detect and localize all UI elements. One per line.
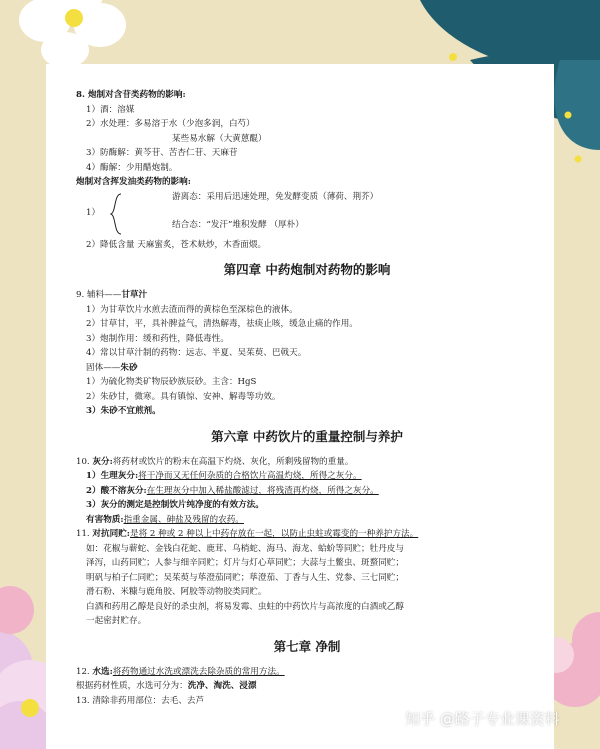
list-item: 2）水处理：多易溶于水（少泡多润，白芍）	[86, 119, 255, 129]
sub-heading: 炮制对含挥发油类药物的影响:	[76, 177, 191, 187]
chapter-title: 第四章 中药炮制对药物的影响	[223, 262, 391, 277]
paragraph-line: 一起密封贮存。	[86, 616, 147, 626]
section-heading: 8. 炮制对含苷类药物的影响:	[76, 90, 186, 100]
term: 对抗同贮:	[92, 529, 130, 539]
list-item: 2）降低含量 天麻蜜炙，苍术麸炒，木香面煨。	[86, 239, 267, 250]
term: 甘草汁	[121, 290, 148, 300]
list-item: 3）朱砂不宜煎剂。	[86, 406, 161, 416]
item-number: 12.	[76, 666, 93, 677]
list-item: 1）为硫化物类矿物辰砂族辰砂。主含：HgS	[86, 377, 257, 387]
term: 水选:	[92, 666, 113, 677]
definition: 将药物通过水洗或漂洗去除杂质的常用方法。	[112, 666, 285, 677]
item-number: 11.	[76, 529, 93, 539]
definition: 将干净而又无任何杂质的合格饮片高温灼烧，所得之灰分。	[138, 471, 362, 481]
chapter-title: 第七章 净制	[273, 638, 341, 654]
list-item: 1）酒：溶媒	[86, 104, 135, 115]
brace-group	[76, 190, 538, 238]
list-item: 1）为甘草饮片水煎去渣而得的黄棕色至深棕色的液体。	[86, 304, 298, 315]
list-item: 3）炮制作用：缓和药性，降低毒性。	[86, 333, 229, 344]
term: 灰分:	[92, 456, 113, 467]
list-item: 2）朱砂甘，微寒。具有镇惊、安神、解毒等功效。	[86, 391, 281, 402]
watermark: 知乎 @路子专业课资料	[405, 710, 560, 728]
brace-item: 结合态：“发汗”堆积发酵 （厚朴）	[172, 219, 304, 230]
label: 固体——	[86, 362, 121, 373]
term: 有害物质:	[86, 514, 124, 525]
label: 根据药材性质，水选可分为：	[76, 681, 188, 691]
term: 朱砂	[120, 362, 138, 373]
definition: 指重金属、砷盐及残留的农药。	[123, 514, 244, 525]
list-item: 4）常以甘草汁制的药物：远志、半夏、吴茱萸、巴戟天。	[86, 348, 307, 358]
paragraph-line: 泽泻，山药同贮；人参与细辛同贮；灯片与灯心草同贮；大蒜与土鳖虫、斑蝥同贮；	[86, 558, 404, 568]
document-content	[76, 88, 538, 708]
definition: 在生理灰分中加入稀盐酸滤过，将残渣再灼烧，所得之灰分。	[146, 485, 379, 496]
list-item: 2）甘草甘，平，具补脾益气，清热解毒，祛痰止咳，缓急止痛的作用。	[86, 319, 358, 329]
paragraph-line: 明矾与柏子仁同贮；吴茱萸与荜澄茄同贮；荜澄茄、丁香与人生、党参、三七同贮；	[86, 572, 404, 583]
list-item: 3）灰分的测定是控制饮片纯净度的有效方法。	[86, 500, 264, 510]
paragraph-line: 如：花椒与蕲蛇、金钱白花蛇、鹿茸、乌梢蛇、海马、海龙、蛤蚧等同贮；牡丹皮与	[86, 543, 404, 554]
list-item: 某些易水解（大黄蒽醌）	[172, 133, 267, 144]
item-number: 10.	[76, 456, 93, 467]
brace-number: 1）	[86, 207, 101, 218]
definition: 将药材或饮片的粉末在高温下灼烧、灰化，所剩残留物的重量。	[112, 456, 354, 467]
paragraph-line: 滑石粉、米糠与鹿角胶、阿胶等动物胶类同贮。	[86, 587, 267, 597]
term: 2）酸不溶灰分:	[86, 485, 147, 496]
list-item: 4）酶解：少用醋炮制。	[86, 162, 178, 173]
brace-icon	[108, 192, 124, 236]
flower-icon	[19, 0, 126, 68]
list-item: 13. 清除非药用部位：去毛、去芦	[76, 695, 205, 706]
paragraph-line: 白酒和药用乙醇是良好的杀虫剂，将易发霉、虫蛀的中药饮片与高浓度的白酒或乙醇	[86, 601, 404, 612]
brace-item: 游离态：采用后迅速处理，免发酵变质（薄荷、荆芥）	[172, 191, 379, 202]
definition: 是将 2 种或 2 种以上中药存放在一起，以防止虫蛀或霉变的一种养护方法。	[129, 529, 419, 539]
list-item: 3）防酶解：黄芩苷、苦杏仁苷、天麻苷	[86, 148, 238, 158]
term: 洗净、淘洗、浸漂	[187, 681, 257, 691]
item-number: 9. 辅料——	[76, 290, 122, 300]
term: 1）生理灰分:	[86, 471, 139, 481]
chapter-title: 第六章 中药饮片的重量控制与养护	[211, 428, 403, 444]
